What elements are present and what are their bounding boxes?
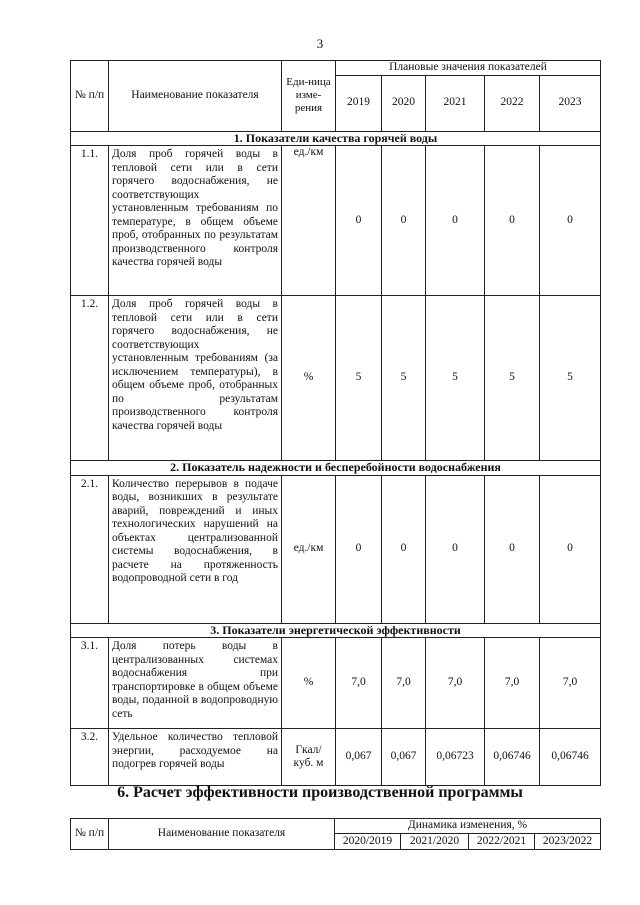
indicator-name: Количество перерывов в подаче воды, возникших в результате аварий, повреждений и иных технологических нарушений на объектах централизованной системы водоснабжения, в расчете на протяженность водопроводной сети в год	[109, 475, 282, 623]
value-cell: 7,0	[426, 638, 485, 729]
header-unit: Еди-ница изме-рения	[282, 61, 336, 132]
header-num: № п/п	[71, 61, 109, 132]
planned-indicators-table	[70, 60, 601, 786]
value-cell: 0	[382, 146, 426, 296]
header-name: Наименование показателя	[109, 61, 282, 132]
table-row	[71, 296, 601, 461]
section-title: 1. Показатели качества горячей воды	[71, 131, 601, 146]
table-row	[71, 729, 601, 786]
unit-cell: %	[282, 296, 336, 461]
header-period: 2023/2022	[535, 834, 601, 850]
header-year: 2023	[540, 75, 601, 131]
header-num: № п/п	[71, 819, 109, 850]
value-cell: 5	[540, 296, 601, 461]
indicator-name: Доля потерь воды в централизованных системах водоснабжения при транспортировке в общем объеме воды, поданной в водопроводную сеть	[109, 638, 282, 729]
value-cell: 5	[336, 296, 382, 461]
value-cell: 0	[336, 475, 382, 623]
header-plan: Плановые значения показателей	[336, 61, 601, 76]
table-row	[71, 638, 601, 729]
section-title: 3. Показатели энергетической эффективности	[71, 623, 601, 638]
header-year: 2020	[382, 75, 426, 131]
row-number: 3.1.	[71, 638, 109, 729]
row-number: 1.2.	[71, 296, 109, 461]
header-year: 2019	[336, 75, 382, 131]
value-cell: 0,06723	[426, 729, 485, 786]
section-title: 2. Показатель надежности и бесперебойности водоснабжения	[71, 461, 601, 476]
section-heading: 6. Расчет эффективности производственной программы	[117, 784, 523, 801]
efficiency-table	[70, 818, 601, 850]
header-year: 2021	[426, 75, 485, 131]
value-cell: 5	[485, 296, 540, 461]
unit-cell: Гкал/ куб. м	[282, 729, 336, 786]
unit-cell: ед./км	[282, 475, 336, 623]
row-number: 2.1.	[71, 475, 109, 623]
value-cell: 0,067	[382, 729, 426, 786]
value-cell: 0	[426, 146, 485, 296]
value-cell: 7,0	[336, 638, 382, 729]
unit-cell: ед./км	[282, 146, 336, 296]
value-cell: 7,0	[382, 638, 426, 729]
value-cell: 5	[382, 296, 426, 461]
header-dynamics: Динамика изменения, %	[335, 819, 601, 834]
value-cell: 0	[540, 146, 601, 296]
value-cell: 7,0	[540, 638, 601, 729]
indicator-name: Доля проб горячей воды в тепловой сети или в сети горячего водоснабжения, не соответствующих установленным требованиям по температуре, в общем объеме проб, отобранных по результатам производственного контроля качества горячей воды	[109, 146, 282, 296]
header-period: 2021/2020	[401, 834, 469, 850]
value-cell: 0,06746	[485, 729, 540, 786]
header-period: 2022/2021	[469, 834, 535, 850]
value-cell: 0	[336, 146, 382, 296]
value-cell: 0,06746	[540, 729, 601, 786]
value-cell: 0,067	[336, 729, 382, 786]
row-number: 1.1.	[71, 146, 109, 296]
indicator-name: Доля проб горячей воды в тепловой сети или в сети горячего водоснабжения, не соответствующих установленным требованиям (за исключением температуры), в общем объеме проб, отобранных по результатам производственного контроля качества горячей воды	[109, 296, 282, 461]
header-period: 2020/2019	[335, 834, 401, 850]
header-year: 2022	[485, 75, 540, 131]
value-cell: 0	[540, 475, 601, 623]
header-name: Наименование показателя	[109, 819, 335, 850]
row-number: 3.2.	[71, 729, 109, 786]
value-cell: 5	[426, 296, 485, 461]
value-cell: 0	[485, 146, 540, 296]
page-number: 3	[316, 36, 324, 51]
value-cell: 0	[382, 475, 426, 623]
unit-cell: %	[282, 638, 336, 729]
indicator-name: Удельное количество тепловой энергии, расходуемое на подогрев горячей воды	[109, 729, 282, 786]
value-cell: 0	[485, 475, 540, 623]
value-cell: 7,0	[485, 638, 540, 729]
table-row	[71, 146, 601, 296]
table-row	[71, 475, 601, 623]
value-cell: 0	[426, 475, 485, 623]
